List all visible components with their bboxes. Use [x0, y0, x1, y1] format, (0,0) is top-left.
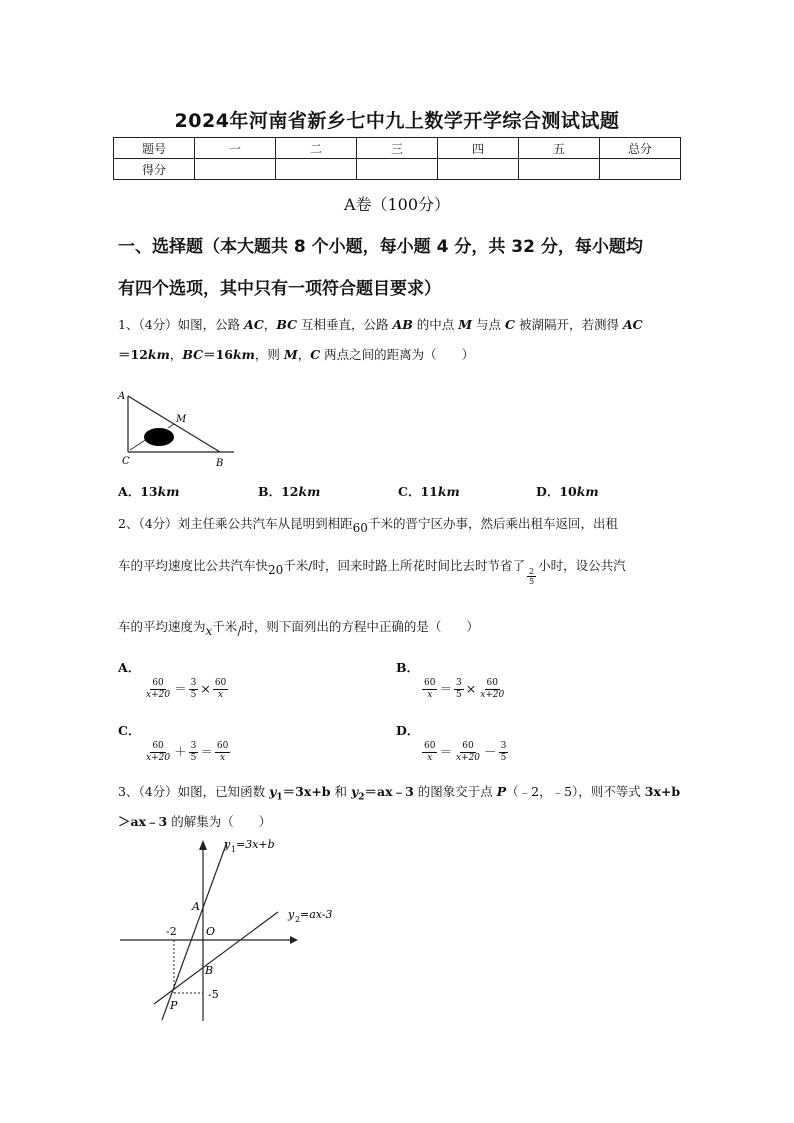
fraction-denominator: 5 [500, 753, 507, 763]
operator: ＋ [174, 744, 187, 759]
score-row-label: 得分 [114, 159, 195, 180]
section1-line2: 有四个选项，其中只有一项符合题目要求） [118, 279, 441, 299]
q2-line3 [118, 617, 479, 638]
q1-unit: km [147, 347, 170, 362]
fraction [499, 741, 509, 764]
q1-label-m: M [176, 414, 187, 425]
score-cell [600, 159, 681, 180]
q2-fraction [527, 567, 536, 586]
q2-option-d[interactable] [396, 721, 510, 764]
score-cell [519, 159, 600, 180]
q3-text: 和 [330, 784, 351, 799]
q1-text: 两点之间的距离为（ ） [320, 347, 475, 362]
q3-var: y [269, 784, 277, 799]
fraction-denominator: x [427, 690, 433, 700]
q1-lake [144, 428, 174, 446]
q1-text: 被湖隔开，若测得 [514, 317, 623, 332]
operator: × [200, 681, 211, 696]
fraction-numerator: 60 [214, 678, 227, 688]
q3-label-y2-sub: 2 [295, 915, 301, 924]
fraction-numerator: 3 [500, 741, 507, 751]
operator: ＝ [174, 681, 187, 696]
q2-text: 2、（4分）刘主任乘公共汽车从昆明到相距 [118, 516, 353, 531]
fraction-denominator: x+20 [480, 690, 505, 700]
option-letter: B． [258, 484, 282, 499]
q2-text: 时，则下面列出的方程中正确的是（ ） [241, 619, 479, 634]
q2-number: 20 [268, 563, 284, 577]
q2-text: 千米 [212, 619, 238, 634]
fraction-numerator: 60 [462, 741, 474, 751]
option-unit: km [157, 484, 180, 499]
fraction-numerator: 60 [152, 741, 164, 751]
score-header-cell: 题号 [114, 138, 195, 159]
q3-label-y1: y [224, 838, 231, 851]
q3-y-axis-arrow [199, 840, 207, 850]
q1-option-b[interactable] [258, 482, 320, 500]
score-header-cell: 一 [195, 138, 276, 159]
q3-text: 的解集为（ ） [167, 814, 272, 829]
fraction-denominator: x+20 [146, 690, 171, 700]
option-letter: B． [396, 660, 420, 675]
q1-var: AB [392, 317, 413, 332]
option-letter: D． [396, 723, 420, 738]
fraction-numerator: 60 [424, 741, 436, 751]
q1-text: 与点 [472, 317, 506, 332]
fraction [189, 678, 199, 701]
score-header-cell: 三 [357, 138, 438, 159]
score-cell [276, 159, 357, 180]
option-letter: C． [398, 484, 421, 499]
option-unit: km [576, 484, 599, 499]
fraction [144, 678, 172, 701]
option-value: 12 [281, 484, 299, 499]
q1-line2 [118, 345, 474, 363]
q2-text: 车的平均速度为 [118, 619, 206, 634]
fraction-denominator: x [427, 753, 433, 763]
q3-label-b: B [205, 964, 214, 977]
q2-text: 千米的晋宁区办事，然后乘出租车返回，出租 [367, 516, 618, 531]
q1-label-c: C [122, 456, 130, 467]
fraction [189, 741, 199, 764]
q2-option-b[interactable] [396, 658, 508, 701]
operator: ＝ [200, 744, 213, 759]
exam-title: 2024年河南省新乡七中九上数学开学综合测试试题 [174, 110, 620, 132]
q3-subscript: 2 [358, 792, 365, 803]
option-formula [142, 741, 232, 764]
q2-option-c[interactable] [118, 721, 232, 764]
q2-text: / [237, 624, 242, 638]
score-table-score-row [114, 159, 681, 180]
q3-label-y1-sub: 1 [231, 845, 237, 854]
q1-label-a: A [118, 391, 126, 402]
option-unit: km [298, 484, 321, 499]
operator: ＝ [439, 744, 452, 759]
q3-label-minus5: -5 [208, 988, 219, 1001]
q1-line1 [118, 315, 643, 333]
option-formula [420, 678, 508, 701]
q3-label-o: O [206, 925, 216, 938]
fraction-denominator: x+20 [455, 753, 481, 763]
q3-text: 3、（4分）如图，已知函数 [118, 784, 270, 799]
q1-text: ，则 [254, 347, 284, 362]
fraction [144, 741, 172, 764]
fraction-numerator: 60 [216, 741, 229, 751]
q1-option-d[interactable] [536, 482, 599, 500]
q1-segment-cm-end [168, 424, 174, 428]
option-letter: A． [118, 660, 141, 675]
score-cell [438, 159, 519, 180]
fraction-numerator: 60 [152, 678, 164, 688]
fraction-denominator: 5 [455, 690, 462, 700]
q3-label-a: A [192, 900, 200, 913]
q3-x-axis-arrow [290, 936, 298, 944]
q3-label-y2: y [288, 908, 295, 921]
q3-figure [112, 836, 352, 1026]
score-table [113, 137, 681, 180]
q3-text: （﹣2，﹣5） [506, 784, 579, 799]
score-header-cell: 四 [438, 138, 519, 159]
q3-line1 [118, 782, 680, 803]
q1-text: 的中点 [412, 317, 459, 332]
fraction-numerator: 3 [190, 678, 197, 688]
q2-number: 60 [352, 521, 368, 535]
option-value: 11 [420, 484, 438, 499]
q3-expression: ＝ax﹣3 [364, 784, 414, 799]
q2-text: 千米/时，回来时路上所花时间比去时节省了 [283, 558, 526, 573]
q1-text: 互相垂直，公路 [297, 317, 393, 332]
fraction-denominator: 5 [190, 690, 197, 700]
q1-var: M [458, 317, 473, 332]
option-letter: A． [118, 484, 141, 499]
q2-text: 车的平均速度比公共汽车快 [118, 558, 269, 573]
score-header-cell: 五 [519, 138, 600, 159]
q3-expression: ＝3x+b [282, 784, 331, 799]
fraction-denominator: 5 [190, 753, 197, 763]
option-letter: C． [118, 723, 141, 738]
q3-var: P [496, 784, 507, 799]
q3-subscript: 1 [276, 792, 283, 803]
q1-var: BC [276, 317, 298, 332]
fraction [422, 678, 437, 701]
volume-heading: A卷（100分） [343, 195, 451, 214]
q3-label-p: P [170, 999, 178, 1012]
q2-line2 [118, 556, 626, 586]
fraction-numerator: 2 [529, 567, 535, 576]
fraction-denominator: x [220, 753, 226, 763]
q1-text: ， [169, 347, 183, 362]
q2-text: 小时，设公共汽 [538, 558, 626, 573]
option-value: 10 [559, 484, 577, 499]
q1-option-a[interactable] [118, 482, 180, 500]
fraction [454, 678, 464, 701]
fraction-denominator: x+20 [146, 753, 171, 763]
operator: － [484, 744, 497, 759]
score-table-header-row [114, 138, 681, 159]
fraction [422, 741, 437, 764]
q1-var: BC [182, 347, 204, 362]
q3-label-minus2: -2 [166, 925, 177, 938]
score-cell [195, 159, 276, 180]
q2-line1 [118, 514, 618, 535]
q3-text: ，则不等式 [578, 784, 645, 799]
operator: × [465, 681, 477, 696]
q3-expression: ＞ax﹣3 [118, 814, 168, 829]
option-unit: km [437, 484, 460, 499]
fraction-denominator: x [218, 690, 224, 700]
fraction [213, 678, 228, 701]
option-letter: D． [536, 484, 560, 499]
operator: ＝ [439, 681, 452, 696]
q1-var: C [505, 317, 515, 332]
q3-expression: 3x+b [644, 784, 681, 799]
q1-text: ， [297, 347, 311, 362]
q3-label-y1-rest: =3x+b [236, 838, 275, 851]
fraction-numerator: 3 [190, 741, 197, 751]
fraction-numerator: 60 [486, 678, 498, 688]
q3-var: y [351, 784, 359, 799]
fraction-denominator: 5 [529, 577, 535, 586]
q3-line2 [118, 812, 271, 830]
fraction [478, 678, 506, 701]
fraction-numerator: 60 [424, 678, 436, 688]
q1-text: ＝12 [118, 347, 148, 362]
score-header-cell: 总分 [600, 138, 681, 159]
option-formula [142, 678, 230, 701]
score-header-cell: 二 [276, 138, 357, 159]
q1-var: AC [244, 317, 264, 332]
q1-var: C [310, 347, 321, 362]
q2-option-a[interactable] [118, 658, 230, 701]
option-value: 13 [140, 484, 158, 499]
fraction [454, 741, 482, 764]
q3-text: 的图象交于点 [413, 784, 497, 799]
option-formula [420, 741, 510, 764]
q1-text: 1、（4分）如图，公路 [118, 317, 245, 332]
q1-unit: km [232, 347, 255, 362]
q1-var: AC [622, 317, 643, 332]
q1-label-b: B [216, 458, 224, 469]
score-cell [357, 159, 438, 180]
fraction [215, 741, 230, 764]
q3-label-y2-rest: =ax-3 [300, 908, 333, 921]
q1-option-c[interactable] [398, 482, 460, 500]
q1-figure [112, 382, 242, 472]
q2-variable: x [205, 624, 213, 638]
section1-line1: 一、选择题（本大题共 8 个小题，每小题 4 分，共 32 分，每小题均 [118, 237, 643, 257]
q1-text: ＝16 [203, 347, 233, 362]
q1-var: M [283, 347, 298, 362]
fraction-numerator: 3 [455, 678, 462, 688]
q1-text: ， [263, 317, 277, 332]
